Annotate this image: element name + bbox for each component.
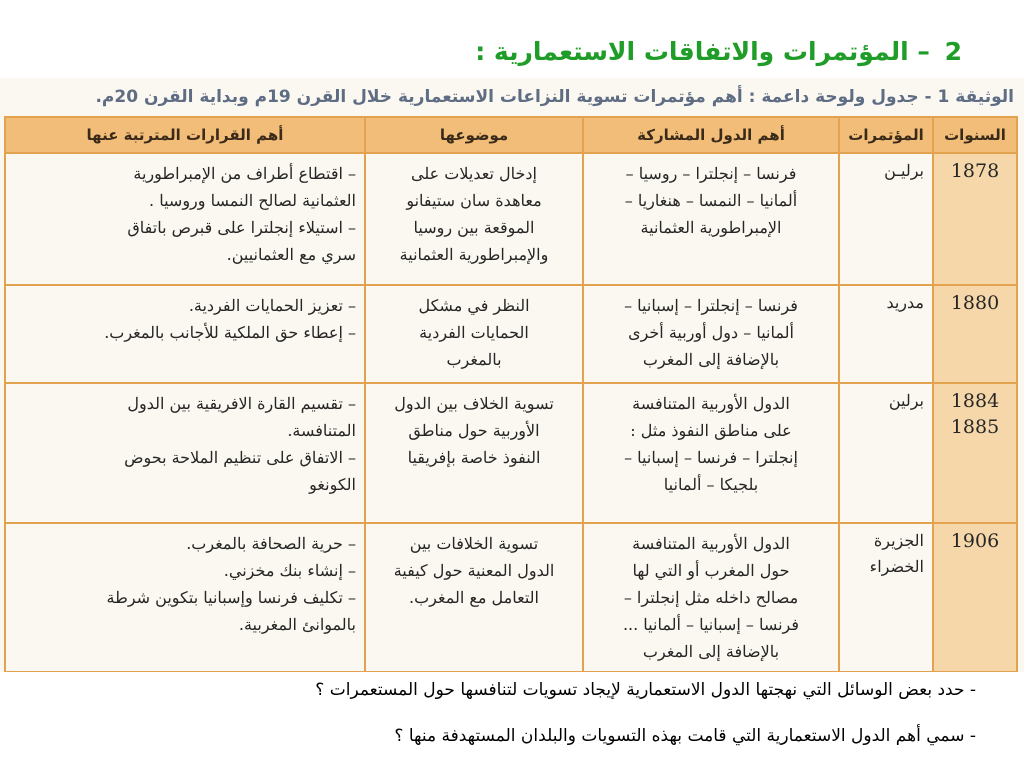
cell-year xyxy=(933,523,1017,672)
decision-line: المتنافسة. xyxy=(287,421,356,440)
cell-conference xyxy=(839,153,933,285)
cell-topic xyxy=(365,523,583,672)
document-scan xyxy=(0,78,1024,672)
decision-line: – استيلاء إنجلترا على قبرص باتفاق xyxy=(127,218,356,237)
cell-conference xyxy=(839,383,933,523)
conference-line: الخضراء xyxy=(869,557,924,576)
conferences-table xyxy=(4,116,1018,672)
cell-decisions xyxy=(5,153,365,285)
countries-line: ألمانيا – دول أوربية أخرى xyxy=(628,323,794,342)
topic-line: الموقعة بين روسيا xyxy=(413,218,535,237)
conference-line: الجزيرة xyxy=(873,531,924,550)
countries-line: على مناطق النفوذ مثل : xyxy=(630,421,792,440)
topic-line: تسوية الخلاف بين الدول xyxy=(394,394,554,413)
table-header-row xyxy=(5,117,1017,153)
countries-line: حول المغرب أو التي لها xyxy=(632,561,790,580)
header-topic: موضوعها xyxy=(365,117,583,153)
decision-line: سري مع العثمانيين. xyxy=(226,245,356,264)
cell-conference xyxy=(839,523,933,672)
cell-countries xyxy=(583,523,839,672)
decision-line: – اقتطاع أطراف من الإمبراطورية xyxy=(133,164,356,183)
header-conferences: المؤتمرات xyxy=(839,117,933,153)
countries-line: مصالح داخله مثل إنجلترا – xyxy=(623,588,799,607)
topic-line: النفوذ خاصة بإفريقيا xyxy=(407,448,541,467)
cell-conference xyxy=(839,285,933,383)
decision-line: – الاتفاق على تنظيم الملاحة بحوض xyxy=(124,448,356,467)
table-row xyxy=(5,153,1017,285)
section-title: – المؤتمرات والاتفاقات الاستعمارية : xyxy=(475,37,930,66)
conference-line: برلين xyxy=(888,391,924,410)
topic-line: معاهدة سان ستيفانو xyxy=(406,191,542,210)
decision-line: – تعزيز الحمايات الفردية. xyxy=(188,296,356,315)
countries-line: بلجيكا – ألمانيا xyxy=(663,475,759,494)
cell-topic xyxy=(365,285,583,383)
year-line: 1880 xyxy=(950,292,1000,314)
countries-line: الدول الأوربية المتنافسة xyxy=(632,394,790,413)
decision-line: – إنشاء بنك مخزني. xyxy=(223,561,356,580)
countries-line: بالإضافة إلى المغرب xyxy=(642,350,780,369)
cell-decisions xyxy=(5,523,365,672)
topic-line: والإمبراطورية العثمانية xyxy=(399,245,549,264)
question-2: - سمي أهم الدول الاستعمارية التي قامت بهذه التسويات والبلدان المستهدفة منها ؟ xyxy=(394,726,976,746)
topic-line: الأوربية حول مناطق xyxy=(408,421,540,440)
decision-line: بالموانئ المغربية. xyxy=(238,615,356,634)
year-line: 1884 xyxy=(950,390,1000,412)
cell-year xyxy=(933,285,1017,383)
countries-line: فرنسا – إنجلترا – إسبانيا – xyxy=(624,296,798,315)
decision-line: – تقسيم القارة الافريقية بين الدول xyxy=(127,394,356,413)
cell-topic xyxy=(365,383,583,523)
cell-year xyxy=(933,383,1017,523)
topic-line: التعامل مع المغرب. xyxy=(409,588,539,607)
document-caption: الوثيقة 1 - جدول ولوحة داعمة : أهم مؤتمرات تسوية النزاعات الاستعمارية خلال القرن 19م وبداية القرن 20م. xyxy=(95,87,1014,107)
countries-line: ألمانيا – النمسا – هنغاريا – xyxy=(624,191,798,210)
question-1: - حدد بعض الوسائل التي نهجتها الدول الاستعمارية لإيجاد تسويات لتنافسها حول المستعمرات ؟ xyxy=(315,680,976,700)
table-row xyxy=(5,285,1017,383)
countries-line: فرنسا – إسبانيا – ألمانيا ... xyxy=(622,615,800,634)
table-row xyxy=(5,523,1017,672)
topic-line: إدخال تعديلات على xyxy=(411,164,537,183)
year-line: 1906 xyxy=(950,530,1000,552)
topic-line: بالمغرب xyxy=(446,350,502,369)
conference-line: برليـن xyxy=(884,161,924,180)
decision-line: – حرية الصحافة بالمغرب. xyxy=(186,534,356,553)
topic-line: الحمايات الفردية xyxy=(419,323,529,342)
cell-decisions xyxy=(5,383,365,523)
decision-line: الكونغو xyxy=(309,475,356,494)
cell-countries xyxy=(583,285,839,383)
countries-line: فرنسا – إنجلترا – روسيا – xyxy=(625,164,797,183)
decision-line: العثمانية لصالح النمسا وروسيا . xyxy=(149,191,356,210)
countries-line: الإمبراطورية العثمانية xyxy=(640,218,782,237)
cell-year xyxy=(933,153,1017,285)
section-heading xyxy=(0,34,1024,74)
section-number: 2 xyxy=(944,37,962,66)
header-decisions: أهم القرارات المترتبة عنها xyxy=(5,117,365,153)
decision-line: – إعطاء حق الملكية للأجانب بالمغرب. xyxy=(104,323,356,342)
topic-line: تسوية الخلافات بين xyxy=(409,534,539,553)
cell-countries xyxy=(583,153,839,285)
conference-line: مدريد xyxy=(886,293,924,312)
header-countries: أهم الدول المشاركة xyxy=(583,117,839,153)
year-line: 1885 xyxy=(950,416,1000,438)
table-row xyxy=(5,383,1017,523)
cell-decisions xyxy=(5,285,365,383)
countries-line: الدول الأوربية المتنافسة xyxy=(632,534,790,553)
topic-line: الدول المعنية حول كيفية xyxy=(393,561,555,580)
decision-line: – تكليف فرنسا وإسبانيا بتكوين شرطة xyxy=(106,588,356,607)
cell-countries xyxy=(583,383,839,523)
countries-line: إنجلترا – فرنسا – إسبانيا – xyxy=(624,448,798,467)
topic-line: النظر في مشكل xyxy=(418,296,530,315)
header-years: السنوات xyxy=(933,117,1017,153)
cell-topic xyxy=(365,153,583,285)
countries-line: بالإضافة إلى المغرب xyxy=(642,642,780,661)
year-line: 1878 xyxy=(950,160,1000,182)
